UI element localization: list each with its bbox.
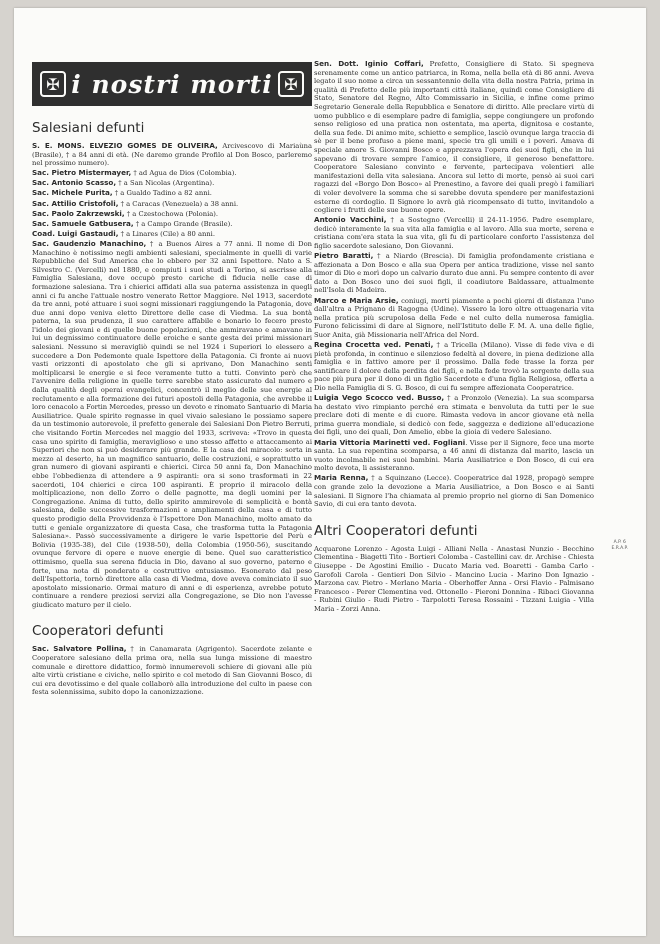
cooperatori-list bbox=[32, 645, 312, 697]
entry-name: Maria Renna, bbox=[314, 473, 369, 483]
entry-name: Sac. Pietro Mistermayer, bbox=[32, 168, 132, 178]
entry-text: † a Pronzolo (Venezia). La sua scomparsa ha destato vivo rimpianto perché era stimata e benvoluta da tutti per le sue preclare doti di mente e di cuore. Rimasta vedova in ancor giovane età nella prima guerra mondiale, si dedicò con fede, saggezza e dedizione all'educazione dei figli, uno dei quali, Don Amelio, ebbe la gioia di vedere Salesiano. bbox=[314, 394, 594, 437]
entry-name: Sac. Salvatore Pollina, bbox=[32, 644, 127, 654]
right-column bbox=[314, 8, 594, 615]
entry-text: † a Czestochowa (Polonia). bbox=[124, 209, 219, 218]
entry-text: † a San Nicolas (Argentina). bbox=[116, 179, 215, 188]
entry-text: † a Linares (Cile) a 80 anni. bbox=[118, 229, 215, 238]
top-spacer bbox=[314, 8, 594, 60]
entry-text: † a Caracas (Venezuela) a 38 anni. bbox=[118, 199, 239, 208]
altri-names-list: Acquarone Lorenzo - Agosta Luigi - Alliani Nella - Anastasi Nunzio - Becchino Clementina - Biagetti Tito - Bortieri Colomba - Castellini cav. dr. Archise - Chiesta Giuseppe - De Agostini Emilio - Ducato Maria ved. Boaretti - Gamba Carlo - Garofoli Carola - Gentieri Don Silvio - Mancino Lucia - Marino Don Ignazio - Marzona cav. Pietro - Merlano Maria - Oberhoffer Anna - Orsi Flavio - Palmisano Francesco - Perer Clementina ved. Ottonello - Pieroni Donnina - Ribaci Giovanna - Rubini Giulio - Rudi Pietro - Tarpolotti Teresa Rossaini - Tizzani Luigia - Villa Maria - Zorzi Anna. bbox=[314, 544, 594, 613]
obituary-entry bbox=[314, 394, 594, 437]
page bbox=[14, 8, 646, 936]
entry-text: . Visse per il Signore, fece una morte santa. La sua repentina scomparsa, a 46 anni di distanza dal marito, lascia un vuoto incolmabile nei suoi bambini. Maria Ausiliatrice e Don Bosco, di cui era molto devota, li assisteranno. bbox=[314, 438, 594, 473]
entry-name: Sac. Antonio Scasso, bbox=[32, 178, 117, 188]
entry-text: † a Sostegno (Vercelli) il 24-11-1956. Padre esemplare, dedicò interamente la sua vita alla famiglia e al lavoro. Alla sua morte, serena e cristiana com'era stata la sua vita, gli fu di particolare conforto l'assistenza del figlio sacerdote salesiano, Don Giovanni. bbox=[314, 216, 594, 250]
obituary-entry bbox=[32, 645, 312, 697]
cooperatori-heading: Cooperatori defunti bbox=[32, 623, 164, 640]
salesiani-list bbox=[32, 142, 312, 609]
obituary-entry bbox=[32, 189, 312, 198]
entry-name: Sac. Paolo Zakrzewski, bbox=[32, 208, 125, 218]
entry-text: † a Squinzano (Lecce). Cooperatrice dal 1928, propagò sempre con grande zelo la devozione a Maria Ausiliatrice, a Don Bosco e ai Santi salesiani. Il Signore l'ha chiamata al premio proprio nel giorno di San Domenico Savio, di cui era tanto devota. bbox=[314, 474, 595, 509]
obituary-entry bbox=[314, 474, 594, 508]
entry-name: Coad. Luigi Gastaudi, bbox=[32, 228, 119, 238]
entry-name: Sen. Dott. Iginio Coffari, bbox=[314, 59, 424, 68]
entry-name: Regina Crocetta ved. Penati, bbox=[314, 340, 434, 349]
obituary-entry bbox=[32, 169, 312, 178]
entry-name: Maria Vittoria Marinetti ved. Fogliani bbox=[314, 437, 466, 447]
entry-text: † in Canamarata (Agrigento). Sacerdote zelante e Cooperatore salesiano della prima ora, nella sua lunga missione di maestro comunale e direttore didattico, formò innumerevoli schiere di giovani alle più alte virtù cristiane e civiche, nello spirito e col metodo di San Giovanni Bosco, di cui era devotissimo e del quale collaborò alla introduzione del culto in paese con festa solennissima, subito dopo la canonizzazione. bbox=[32, 645, 312, 697]
obituary-entry bbox=[314, 216, 594, 250]
entry-name: Sac. Michele Purita, bbox=[32, 188, 113, 198]
cross-ornament-icon: ✠ bbox=[40, 71, 66, 97]
banner-title: i nostri morti bbox=[71, 69, 273, 99]
entry-text: Arcivescovo di Mariaùna (Brasile), † a 84 anni di età. (Ne daremo grande Profilo al Don Bosco, parleremo nel prossimo numero). bbox=[32, 142, 313, 168]
entry-name: Sac. Attilio Cristofoli, bbox=[32, 198, 119, 208]
entry-name: Pietro Baratti, bbox=[314, 251, 374, 261]
cross-ornament-icon: ✠ bbox=[278, 71, 304, 97]
obituary-entry bbox=[32, 142, 312, 168]
obituary-entry bbox=[314, 252, 594, 295]
left-column bbox=[32, 8, 312, 699]
entry-text: † a Gualdo Tadino a 82 anni. bbox=[112, 189, 212, 198]
entry-text: † a Tricella (Milano). Visse di fede viva e di pietà profonda, in continuo e silenzioso fedeltà al dovere, in piena dedizione alla famiglia e in fattivo amore per il prossimo. Dalla fede trasse la forza per santificare il dolore della perdita dei figli, e nella fede trovò la sorgente della sua pace più pura per il dono di un figlio Sacerdote e d'una figlia Religiosa, offerta a Dio nella Famiglia di S. G. Bosco, di cui fu sempre affezionata Cooperatrice. bbox=[314, 341, 594, 392]
salesiani-heading: Salesiani defunti bbox=[32, 120, 145, 136]
entry-text: † ad Agua de Dios (Colombia). bbox=[131, 169, 237, 178]
obituary-entry bbox=[314, 439, 594, 473]
obituary-entry bbox=[32, 220, 312, 229]
obituary-entry bbox=[32, 240, 312, 610]
section-banner bbox=[32, 62, 312, 106]
obituary-entry bbox=[314, 297, 594, 340]
entry-name: Sac. Samuele Gatbusera, bbox=[32, 218, 134, 228]
printer-mark: A.P. 6 E.R.A.P. bbox=[611, 540, 628, 551]
entry-name: Marco e Maria Arsie, bbox=[314, 295, 399, 305]
entry-text: coniugi, morti piamente a pochi giorni di distanza l'uno dall'altra a Prignano di Ragogna (Udine). Vissero la loro oltre ottuagenaria vita nella pratica più scrupolosa della Fede e nel culto della numerosa famiglia. Furono felicissimi di dare al Signore, nell'Istituto delle F. M. A. una delle figlie, Suor Anita, già Missionaria nell'Africa del Nord. bbox=[314, 296, 594, 339]
entry-text: † a Buenos Aires a 77 anni. Il nome di Don Manachino è notissimo negli ambienti salesiani, specialmente in quelli di varie Repubbliche del Sud America che lo ebbero per 32 anni Ispettore. Nato a S. Silvestro C. (Vercelli) nel 1880, e compiuti i suoi studi a Torino, si ascrisse alla Famiglia Salesiana, dove occupò presto cariche di fiducia nelle case di formazione salesiana. Tra i chierici affidati alla sua paterna assistenza in quegli anni ci fu anche l'attuale nostro veneratо Rettor Maggiore. Nel 1913, sacerdote da tre anni, poté attuare i suoi sogni missionari raggiungendo la Patagonia, dove due anni dopo veniva eletto Direttore delle case di Viedma. La sua bontà paterna, la sua prudenza, il suo carattere affabile e bonario lo fecero presto l'idolo dei giovani e di quelle buone popolazioni, che ammiravano e amavano in lui un degnissimo continuatore delle eroiche e sante gesta dei primi missionari salesiani. Nessuno si meravigliò quindi se nel 1924 i Superiori lo elessero a succedere a Don Pedemonte quale Ispettore della Patagonia. Ci fronte ai nuovi vasti orizzonti di apostolato che gli si aprivano, Don Manachino sentì moltiplicarsi le energie e si fece veramente tutto a tutti. Convinto però che l'avvenire della religione in quelle terre sarebbe stato assicurato dal numero e dalla qualità degli operai evangelici, concentrò il meglio delle sue energie al reclutamento e alla formazione dei futuri apostoli della Patagonia, che avrebbe il loro cenacolo a Fortin Mercedes, presso un devoto e rinomato Santuario di Maria Ausiliatrice. Quale spirito regnasse in quel vivaio salesiano le possiamo sapere da un testimonio autorevole, il prefetto generale dei Salesiani Don Pietro Berruti, che visitando Fortin Mercedes nel maggio del 1933, scriveva: «Trovo in questa casa uno spirito di famiglia, meraviglioso e uno stesso affetto e attaccamento ai Superiori che non si può desiderare più grande. E la casa del miracolo: sorta in mezzo al deserto, ha un magnifico santuario, delle costruzioni, e soprattutto un gran numero di giovani aspiranti e chierici. Circa 50 anni fa, Don Manachino ebbe l'obbedienza di attendere a 9 aspiranti: ora si sono trasformati in 22 sacerdoti, 104 chierici e circa 100 aspiranti. È proprio il miracolo della moltiplicazione, non dello Zorro o delle pagnotte, ma degli uomini per la Congregazione. Anima di tutto, dello spirito ammirevole di semplicità e bontà salesiana, delle successive trasformazioni e ampliamenti della casa e di tutto questo prodigio della Provvidenza è l'Ispettore Don Manachino, molto amato da tutti e geniale organizzatore di questa Casa, che trasforma tutta la Patagonia Salesiana». Passò successivamente a dirigere le varie Ispettorie del Perù e Bolivia (1935-38), del Cile (1938-50), della Colombia (1950-56), suscitando ovunque fervore di opere e nuove energie di bene. Quel suo caratteristico ottimismo, quella sua serena fiducia in Dio, davano al suo governo, paterno e forte, una nota di ponderato e costruttivo entusiasmo. Esonerato dal peso dell'Ispettoria, tornò direttore alla casa di Viedma, dove aveva cominciato il suo apostolato missionario. Ormai maturo di anni e di esperienza, avrebbe potuto continuare a rendere preziosi servizi alla Congregazione, se Dio non l'avesse giudicato maturo per il cielo. bbox=[32, 239, 313, 609]
altri-heading: Altri Cooperatori defunti bbox=[314, 522, 478, 539]
obituary-entry bbox=[32, 179, 312, 188]
obituary-entry bbox=[32, 210, 312, 219]
entry-text: † a Campo Grande (Brasile). bbox=[133, 219, 233, 228]
obituary-entry bbox=[314, 341, 594, 393]
entry-name: Sac. Gaudenzio Manachino, bbox=[32, 238, 147, 248]
entry-name: Luigia Vego Scocco ved. Busso, bbox=[314, 393, 445, 403]
obituary-entry bbox=[32, 200, 312, 209]
entry-name: Antonio Vacchini, bbox=[314, 215, 387, 225]
obituary-entry bbox=[314, 60, 594, 215]
entry-text: Prefetto, Consigliere di Stato. Si spegneva serenamente come un antico patriarca, in Roma, nella bella età di 86 anni. Aveva legato il suo nome a circa un sessantennio della vita della nostra Patria, prima in qualità di Prefetto delle più importanti città italiane, quindi come Consigliere di Stato, Senatore del Regno, Alto Commissario in Sicilia, e infine come primo Segretario Generale della Repubblica e Senatore di diritto. Alle preclare virtù di uomo pubblico e di esemplare padre di famiglia, seppe congiungere un profondo senso religioso ed una pratica non ostentata, ma aperta, dignitosa e costante, della sua fede. Di animo mite, schietto e semplice, lasciò ovunque larga traccia di sè per il bene profuso a piene mani, specie tra gli umili e i poveri. Amava di speciale amore S. Giovanni Bosco e apprezzava l'opera dei suoi figli, che in lui sapevano di trovare sempre l'amico, il consigliere, il generoso benefattore. Cooperatore Salesiano convinto e fervente, partecipava volentieri alle manifestazioni della vita salesiana. Ancora sul letto di morte, pensò ai suoi cari ragazzi del «Borgo Don Bosco» al Prenestino, a favore dei quali pregò i familiari di voler devolvere la somma che si sarebbe dovuta spendere per manifestazioni esterne di cordoglio. Il Signore lo avrà già ricompensato di tutto, invitandolo a cogliere i frutti delle sue buone opere. bbox=[314, 60, 594, 215]
entry-text: † a Niardo (Brescia). Di famiglia profondamente cristiana e affezionata a Don Bosco e alla sua Opera per antica tradizione, visse nel santo timor di Dio e morì dopo un calvario durato due anni. Fu sempre contento di aver dato a Don Bosco uno dei suoi figli, il coadiutore Baldassare, attualmente nell'Isola di Madeira. bbox=[314, 252, 594, 295]
entry-name: S. E. MONS. ELVEZIO GOMES DE OLIVEIRA, bbox=[32, 141, 218, 150]
obituary-entry bbox=[32, 230, 312, 239]
